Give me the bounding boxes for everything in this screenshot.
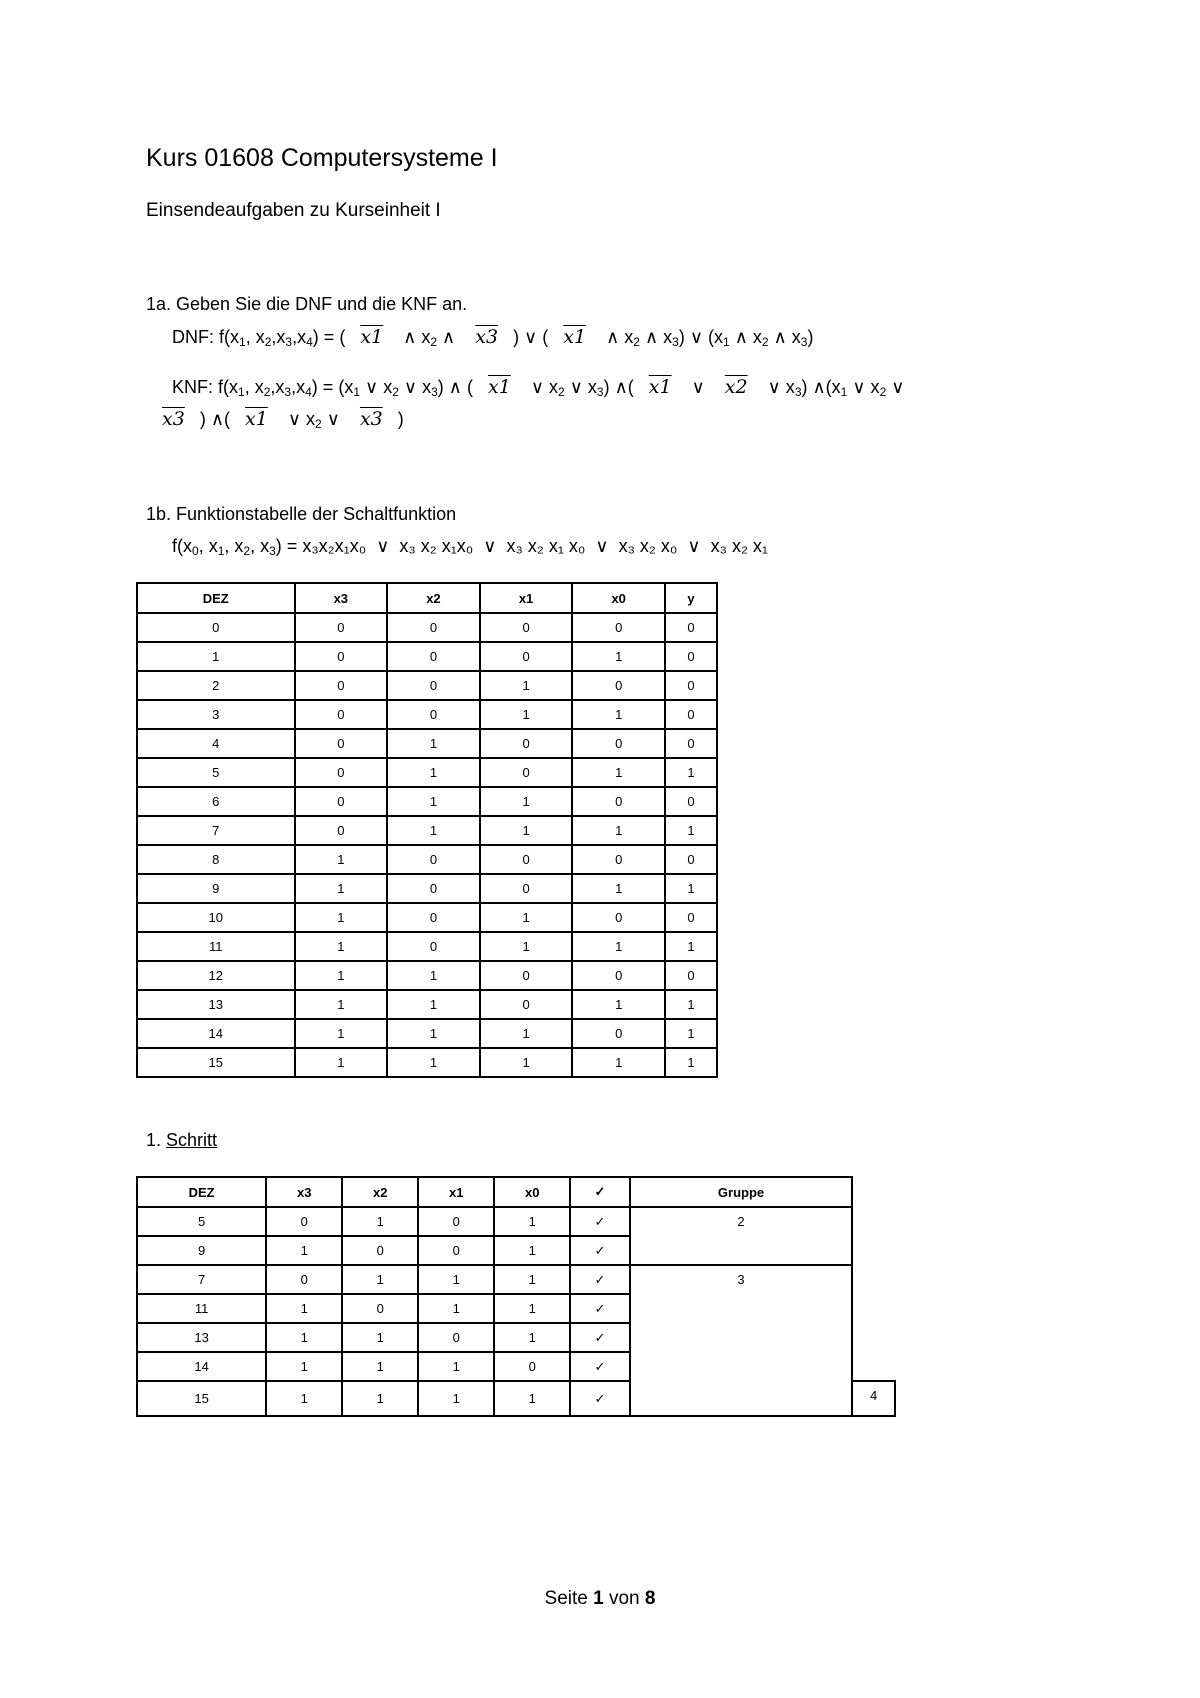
table-cell: 0: [572, 961, 665, 990]
group-cell: 2: [630, 1207, 853, 1265]
table-cell: 11: [137, 932, 295, 961]
table-cell: 0: [480, 729, 573, 758]
table-cell: 0: [137, 613, 295, 642]
table-cell: 15: [137, 1381, 266, 1416]
x1-negated: x1: [648, 376, 672, 398]
table-cell: 14: [137, 1019, 295, 1048]
column-header: x2: [387, 583, 480, 613]
table-row: [137, 642, 717, 671]
table-cell: 1: [480, 903, 573, 932]
table-cell: 0: [387, 845, 480, 874]
table-cell: ✓: [570, 1352, 630, 1381]
table-cell: 1: [480, 932, 573, 961]
table-cell: 0: [572, 903, 665, 932]
table-cell: 1: [494, 1236, 570, 1265]
column-header: Gruppe: [630, 1177, 853, 1207]
table-cell: 1: [342, 1323, 418, 1352]
table-row: [137, 613, 717, 642]
table-row: [137, 845, 717, 874]
table-cell: 0: [342, 1294, 418, 1323]
table-cell: 1: [266, 1294, 342, 1323]
table-cell: 1: [494, 1323, 570, 1352]
table-cell: 0: [665, 700, 717, 729]
column-header: ✓: [570, 1177, 630, 1207]
table-cell: 2: [137, 671, 295, 700]
table-cell: 0: [665, 903, 717, 932]
minterm-group-table: [136, 1176, 896, 1417]
table-cell: 1: [295, 845, 388, 874]
table-cell: ✓: [570, 1236, 630, 1265]
table-cell: 1: [480, 700, 573, 729]
table-cell: 12: [137, 961, 295, 990]
table-cell: 1: [665, 874, 717, 903]
table-cell: 14: [137, 1352, 266, 1381]
table-cell: 0: [266, 1207, 342, 1236]
table-cell: 0: [387, 874, 480, 903]
x3-negated: x3: [475, 326, 499, 348]
document-subtitle: Einsendeaufgaben zu Kurseinheit I: [146, 200, 441, 221]
table-cell: 1: [266, 1352, 342, 1381]
table-cell: 1: [295, 1048, 388, 1077]
column-header: x3: [295, 583, 388, 613]
table-cell: 1: [418, 1294, 494, 1323]
step-1-label: Schritt: [166, 1130, 218, 1150]
table-cell: 1: [572, 700, 665, 729]
dnf-formula: DNF: $f(x_1$, $x_2,x_3,x_4$) = ( x1 ∧ $x_2$ ∧ x3 ) ∨ ( x1 ∧ $x_2$ ∧ $x_3$) ∨ ($x_1$ ∧ $x_2$ ∧ $x_3$): [172, 326, 814, 349]
table-cell: 0: [418, 1236, 494, 1265]
table-cell: 3: [137, 700, 295, 729]
table-cell: 1: [295, 990, 388, 1019]
table-cell: 0: [480, 613, 573, 642]
table-cell: 1: [494, 1294, 570, 1323]
table-cell: 1: [266, 1323, 342, 1352]
table-cell: 0: [387, 700, 480, 729]
column-header: x0: [572, 583, 665, 613]
table-cell: 1: [137, 642, 295, 671]
column-header: DEZ: [137, 1177, 266, 1207]
table-cell: 1: [418, 1352, 494, 1381]
table-cell: 1: [387, 816, 480, 845]
table-cell: 0: [572, 845, 665, 874]
table-row: [137, 729, 717, 758]
table-row: [137, 1019, 717, 1048]
knf-formula-line2: x3 ) ∧( x1 ∨ $x_2$ ∨ x3 ): [162, 408, 404, 431]
x3-negated: x3: [359, 408, 383, 430]
table-cell: 1: [480, 787, 573, 816]
table-cell: 1: [387, 990, 480, 1019]
table-cell: 1: [572, 1048, 665, 1077]
table-cell: 0: [572, 787, 665, 816]
table-cell: 0: [480, 642, 573, 671]
table-cell: 0: [387, 932, 480, 961]
table-cell: 0: [295, 729, 388, 758]
column-header: x1: [480, 583, 573, 613]
column-header: DEZ: [137, 583, 295, 613]
x1-negated: x1: [245, 408, 268, 430]
table-cell: 1: [295, 961, 388, 990]
table-cell: 0: [480, 990, 573, 1019]
table-cell: 1: [665, 1019, 717, 1048]
table-cell: 1: [387, 1019, 480, 1048]
table-row: [137, 700, 717, 729]
knf-formula-line1: KNF: $f(x_1$, $x_2,x_3,x_4) = (x_1$ ∨ $x_2$ ∨ $x_3$) ∧ ( x1 ∨ $x_2$ ∨ $x_3$) ∧( x1 ∨ x2 ∨ $x_3$) $\wedge(x_1$ ∨ $x_2$ ∨: [172, 376, 905, 399]
table-cell: 0: [480, 961, 573, 990]
truth-table-header: [137, 583, 717, 613]
table-cell: 0: [665, 613, 717, 642]
table-cell: 1: [572, 874, 665, 903]
task-1b-heading: 1b. Funktionstabelle der Schaltfunktion: [146, 504, 457, 524]
table-row: [137, 903, 717, 932]
table-cell: 1: [480, 816, 573, 845]
table-cell: 6: [137, 787, 295, 816]
table-cell: 0: [295, 613, 388, 642]
table-row: [137, 758, 717, 787]
table-cell: 1: [387, 961, 480, 990]
table-cell: 1: [295, 903, 388, 932]
table-cell: 9: [137, 874, 295, 903]
table-cell: 7: [137, 1265, 266, 1294]
table-cell: 0: [266, 1265, 342, 1294]
table-cell: ✓: [570, 1294, 630, 1323]
table-cell: 0: [418, 1207, 494, 1236]
table-cell: 0: [387, 903, 480, 932]
table-cell: 1: [480, 1048, 573, 1077]
table-cell: 0: [480, 758, 573, 787]
table-cell: 13: [137, 1323, 266, 1352]
x1-negated: x1: [563, 326, 587, 348]
table-cell: 0: [665, 787, 717, 816]
table-cell: 15: [137, 1048, 295, 1077]
table-row: [137, 990, 717, 1019]
table-cell: 1: [387, 1048, 480, 1077]
table-cell: 8: [137, 845, 295, 874]
table-cell: 1: [480, 1019, 573, 1048]
table-cell: 0: [572, 1019, 665, 1048]
table-cell: 1: [418, 1265, 494, 1294]
table-cell: 1: [387, 758, 480, 787]
table-cell: 0: [295, 700, 388, 729]
table-cell: 1: [572, 758, 665, 787]
table-cell: 1: [665, 816, 717, 845]
table-cell: 1: [494, 1381, 570, 1416]
table-cell: 1: [342, 1381, 418, 1416]
x2-negated: x2: [724, 376, 748, 398]
table-cell: 0: [295, 671, 388, 700]
table-cell: 1: [418, 1381, 494, 1416]
group-cell: 3: [630, 1265, 853, 1416]
table-cell: 1: [572, 642, 665, 671]
step-1-heading: 1. Schritt: [146, 1130, 218, 1150]
table-cell: 5: [137, 1207, 266, 1236]
table-cell: 1: [295, 874, 388, 903]
table-cell: 0: [572, 613, 665, 642]
column-header: x2: [342, 1177, 418, 1207]
table-cell: 1: [494, 1265, 570, 1294]
table-cell: 0: [387, 671, 480, 700]
table-cell: 1: [572, 990, 665, 1019]
table-cell: 1: [665, 758, 717, 787]
table-cell: 4: [137, 729, 295, 758]
switching-function-formula: $f(x_0$, $x_1$, $x_2$, $x_3) = x_3x_2x_1x_0$ ∨ x₃ x₂ x₁x₀ ∨ x₃ x₂ x₁ x₀ ∨ x₃ x₂ x₀ ∨ x₃ x₂ x₁: [172, 536, 769, 558]
table-cell: ✓: [570, 1265, 630, 1294]
table-cell: 1: [266, 1381, 342, 1416]
table-row: [137, 1048, 717, 1077]
document-title: Kurs 01608 Computersysteme I: [146, 144, 498, 172]
table-cell: 0: [572, 671, 665, 700]
column-header: x3: [266, 1177, 342, 1207]
table-cell: 11: [137, 1294, 266, 1323]
table-cell: 1: [266, 1236, 342, 1265]
table-cell: 1: [665, 990, 717, 1019]
table-cell: 0: [665, 642, 717, 671]
x1-negated: x1: [360, 326, 384, 348]
table-cell: 0: [295, 642, 388, 671]
table-cell: 1: [387, 729, 480, 758]
column-header: x0: [494, 1177, 570, 1207]
table-cell: 0: [665, 671, 717, 700]
table-cell: 0: [387, 642, 480, 671]
table-row: [137, 961, 717, 990]
table-cell: 1: [494, 1207, 570, 1236]
table-cell: 7: [137, 816, 295, 845]
table-cell: 1: [295, 932, 388, 961]
table-cell: 0: [387, 613, 480, 642]
table-cell: 1: [572, 932, 665, 961]
table-cell: 0: [342, 1236, 418, 1265]
table-cell: 0: [295, 758, 388, 787]
table-row: [137, 932, 717, 961]
table-cell: 1: [342, 1352, 418, 1381]
table-cell: 0: [665, 845, 717, 874]
x3-negated: x3: [162, 408, 185, 430]
table-row: [137, 787, 717, 816]
table-cell: ✓: [570, 1207, 630, 1236]
table-cell: 1: [480, 671, 573, 700]
table-row: [137, 671, 717, 700]
table-cell: 1: [572, 816, 665, 845]
table-cell: ✓: [570, 1323, 630, 1352]
table-cell: 0: [494, 1352, 570, 1381]
truth-table: [136, 582, 718, 1078]
table-cell: ✓: [570, 1381, 630, 1416]
table-cell: 0: [480, 874, 573, 903]
table-cell: 1: [295, 1019, 388, 1048]
table-cell: 1: [342, 1207, 418, 1236]
column-header: y: [665, 583, 717, 613]
table-cell: 9: [137, 1236, 266, 1265]
task-1a-heading: 1a. Geben Sie die DNF und die KNF an.: [146, 294, 468, 314]
table-row: [137, 816, 717, 845]
page-footer: Seite 1 von 8: [544, 1588, 656, 1609]
table-cell: 0: [295, 787, 388, 816]
table-row: [137, 1207, 895, 1236]
column-header: x1: [418, 1177, 494, 1207]
group-cell: 4: [852, 1381, 895, 1416]
table-cell: 1: [665, 932, 717, 961]
table-cell: 0: [665, 961, 717, 990]
table-cell: 0: [572, 729, 665, 758]
table-cell: 10: [137, 903, 295, 932]
table-cell: 0: [418, 1323, 494, 1352]
table-cell: 0: [480, 845, 573, 874]
group-table-header: [137, 1177, 895, 1207]
x1-negated: x1: [487, 376, 511, 398]
table-cell: 1: [387, 787, 480, 816]
table-cell: 1: [665, 1048, 717, 1077]
table-cell: 0: [665, 729, 717, 758]
table-cell: 0: [295, 816, 388, 845]
table-row: [137, 1265, 895, 1294]
table-cell: 13: [137, 990, 295, 1019]
table-cell: 5: [137, 758, 295, 787]
table-cell: 1: [342, 1265, 418, 1294]
table-row: [137, 874, 717, 903]
